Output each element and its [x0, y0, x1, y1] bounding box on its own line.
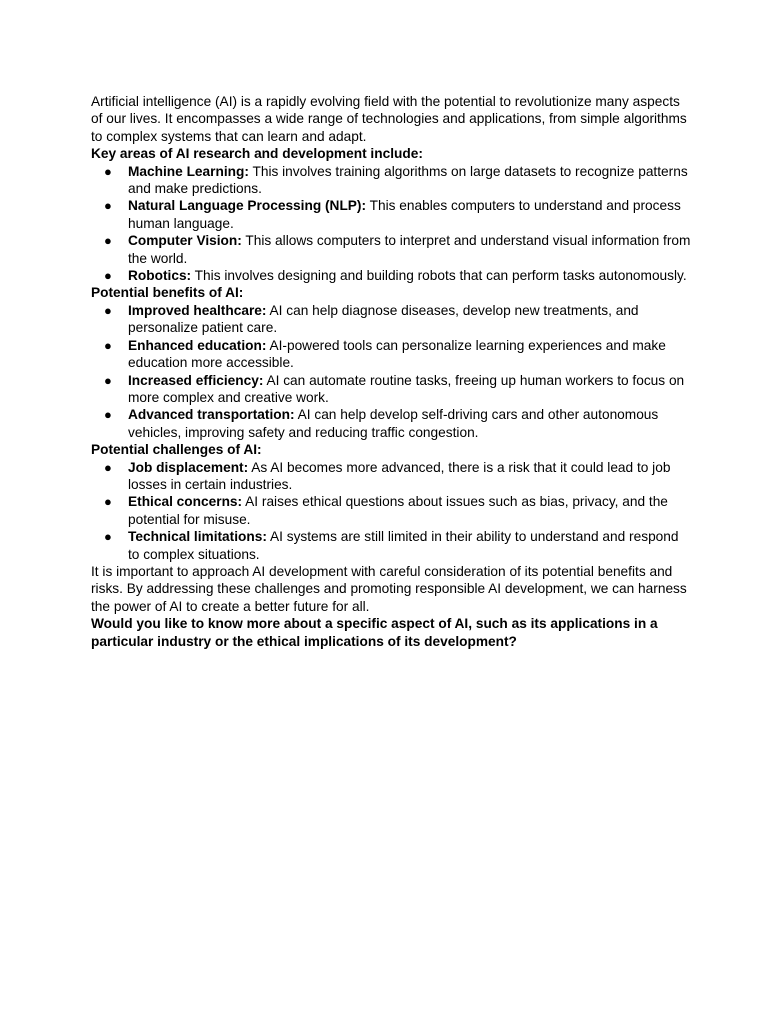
- list-item-text: AI raises ethical questions about issues such as bias, privacy, and the potential for misuse.: [128, 494, 668, 527]
- list-item-text: AI can help diagnose diseases, develop new treatments, and personalize patient care.: [128, 302, 639, 336]
- document-body: [91, 93, 691, 650]
- list-item-text: AI can help develop self-driving cars and other autonomous vehicles, improving safety and reducing traffic congestion.: [128, 407, 659, 440]
- list-item-term: Machine Learning:: [128, 163, 249, 179]
- list-item: [91, 406, 691, 441]
- list-item-term: Technical limitations:: [128, 529, 267, 545]
- intro-paragraph: Artificial intelligence (AI) is a rapidly evolving field with the potential to revolutionize many aspects of our lives. It encompasses a wide range of technologies and applications, from simple algorithms to complex systems that can learn and adapt.: [91, 94, 687, 144]
- bullet-icon: ●: [104, 302, 112, 318]
- list-item-term: Ethical concerns:: [128, 494, 243, 510]
- conclusion-paragraph: It is important to approach AI development with careful consideration of its potential benefits and risks. By addressing these challenges and promoting responsible AI development, we can harness the power of AI to create a better future for all.: [91, 563, 687, 614]
- bullet-icon: ●: [104, 407, 112, 423]
- bullet-icon: ●: [104, 268, 112, 284]
- list-item: [91, 302, 691, 337]
- bullet-icon: ●: [104, 372, 112, 388]
- bullet-icon: ●: [104, 198, 112, 214]
- section-heading-key-areas: Key areas of AI research and development include:: [91, 146, 423, 162]
- bullet-icon: ●: [104, 233, 112, 249]
- list-item-text: AI can automate routine tasks, freeing up human workers to focus on more complex and creative work.: [128, 372, 685, 405]
- challenges-list: [91, 459, 691, 563]
- bullet-icon: ●: [104, 337, 112, 353]
- list-item: [91, 197, 691, 232]
- list-item: [91, 459, 691, 494]
- list-item: [91, 267, 691, 284]
- bullet-icon: ●: [104, 529, 112, 545]
- list-item-term: Improved healthcare:: [128, 302, 267, 318]
- section-heading-benefits: Potential benefits of AI:: [91, 285, 244, 301]
- bullet-icon: ●: [104, 494, 112, 510]
- list-item-text: This allows computers to interpret and understand visual information from the world.: [128, 233, 691, 266]
- list-item-text: AI-powered tools can personalize learning experiences and make education more accessible.: [128, 337, 666, 371]
- list-item-term: Advanced transportation:: [128, 407, 295, 423]
- bullet-icon: ●: [104, 459, 112, 475]
- list-item: [91, 372, 691, 407]
- list-item: [91, 232, 691, 267]
- list-item-text: This involves designing and building robots that can perform tasks autonomously.: [191, 268, 687, 284]
- list-item-text: As AI becomes more advanced, there is a risk that it could lead to job losses in certain industries.: [128, 459, 671, 492]
- list-item-term: Natural Language Processing (NLP):: [128, 198, 367, 214]
- list-item-text: This enables computers to understand and process human language.: [128, 198, 681, 231]
- closing-question: Would you like to know more about a specific aspect of AI, such as its applications in a particular industry or the ethical implications of its development?: [91, 616, 658, 649]
- key-areas-list: [91, 163, 691, 285]
- list-item-text: AI systems are still limited in their ability to understand and respond to complex situations.: [128, 529, 679, 562]
- list-item-term: Computer Vision:: [128, 233, 242, 249]
- section-heading-challenges: Potential challenges of AI:: [91, 442, 262, 458]
- list-item-term: Increased efficiency:: [128, 372, 264, 388]
- list-item: [91, 493, 691, 528]
- list-item-term: Robotics:: [128, 268, 192, 284]
- bullet-icon: ●: [104, 163, 112, 179]
- list-item: [91, 337, 691, 372]
- list-item-term: Enhanced education:: [128, 337, 267, 353]
- list-item: [91, 528, 691, 563]
- list-item: [91, 163, 691, 198]
- benefits-list: [91, 302, 691, 441]
- list-item-term: Job displacement:: [128, 459, 249, 475]
- list-item-text: This involves training algorithms on large datasets to recognize patterns and make predictions.: [128, 163, 688, 197]
